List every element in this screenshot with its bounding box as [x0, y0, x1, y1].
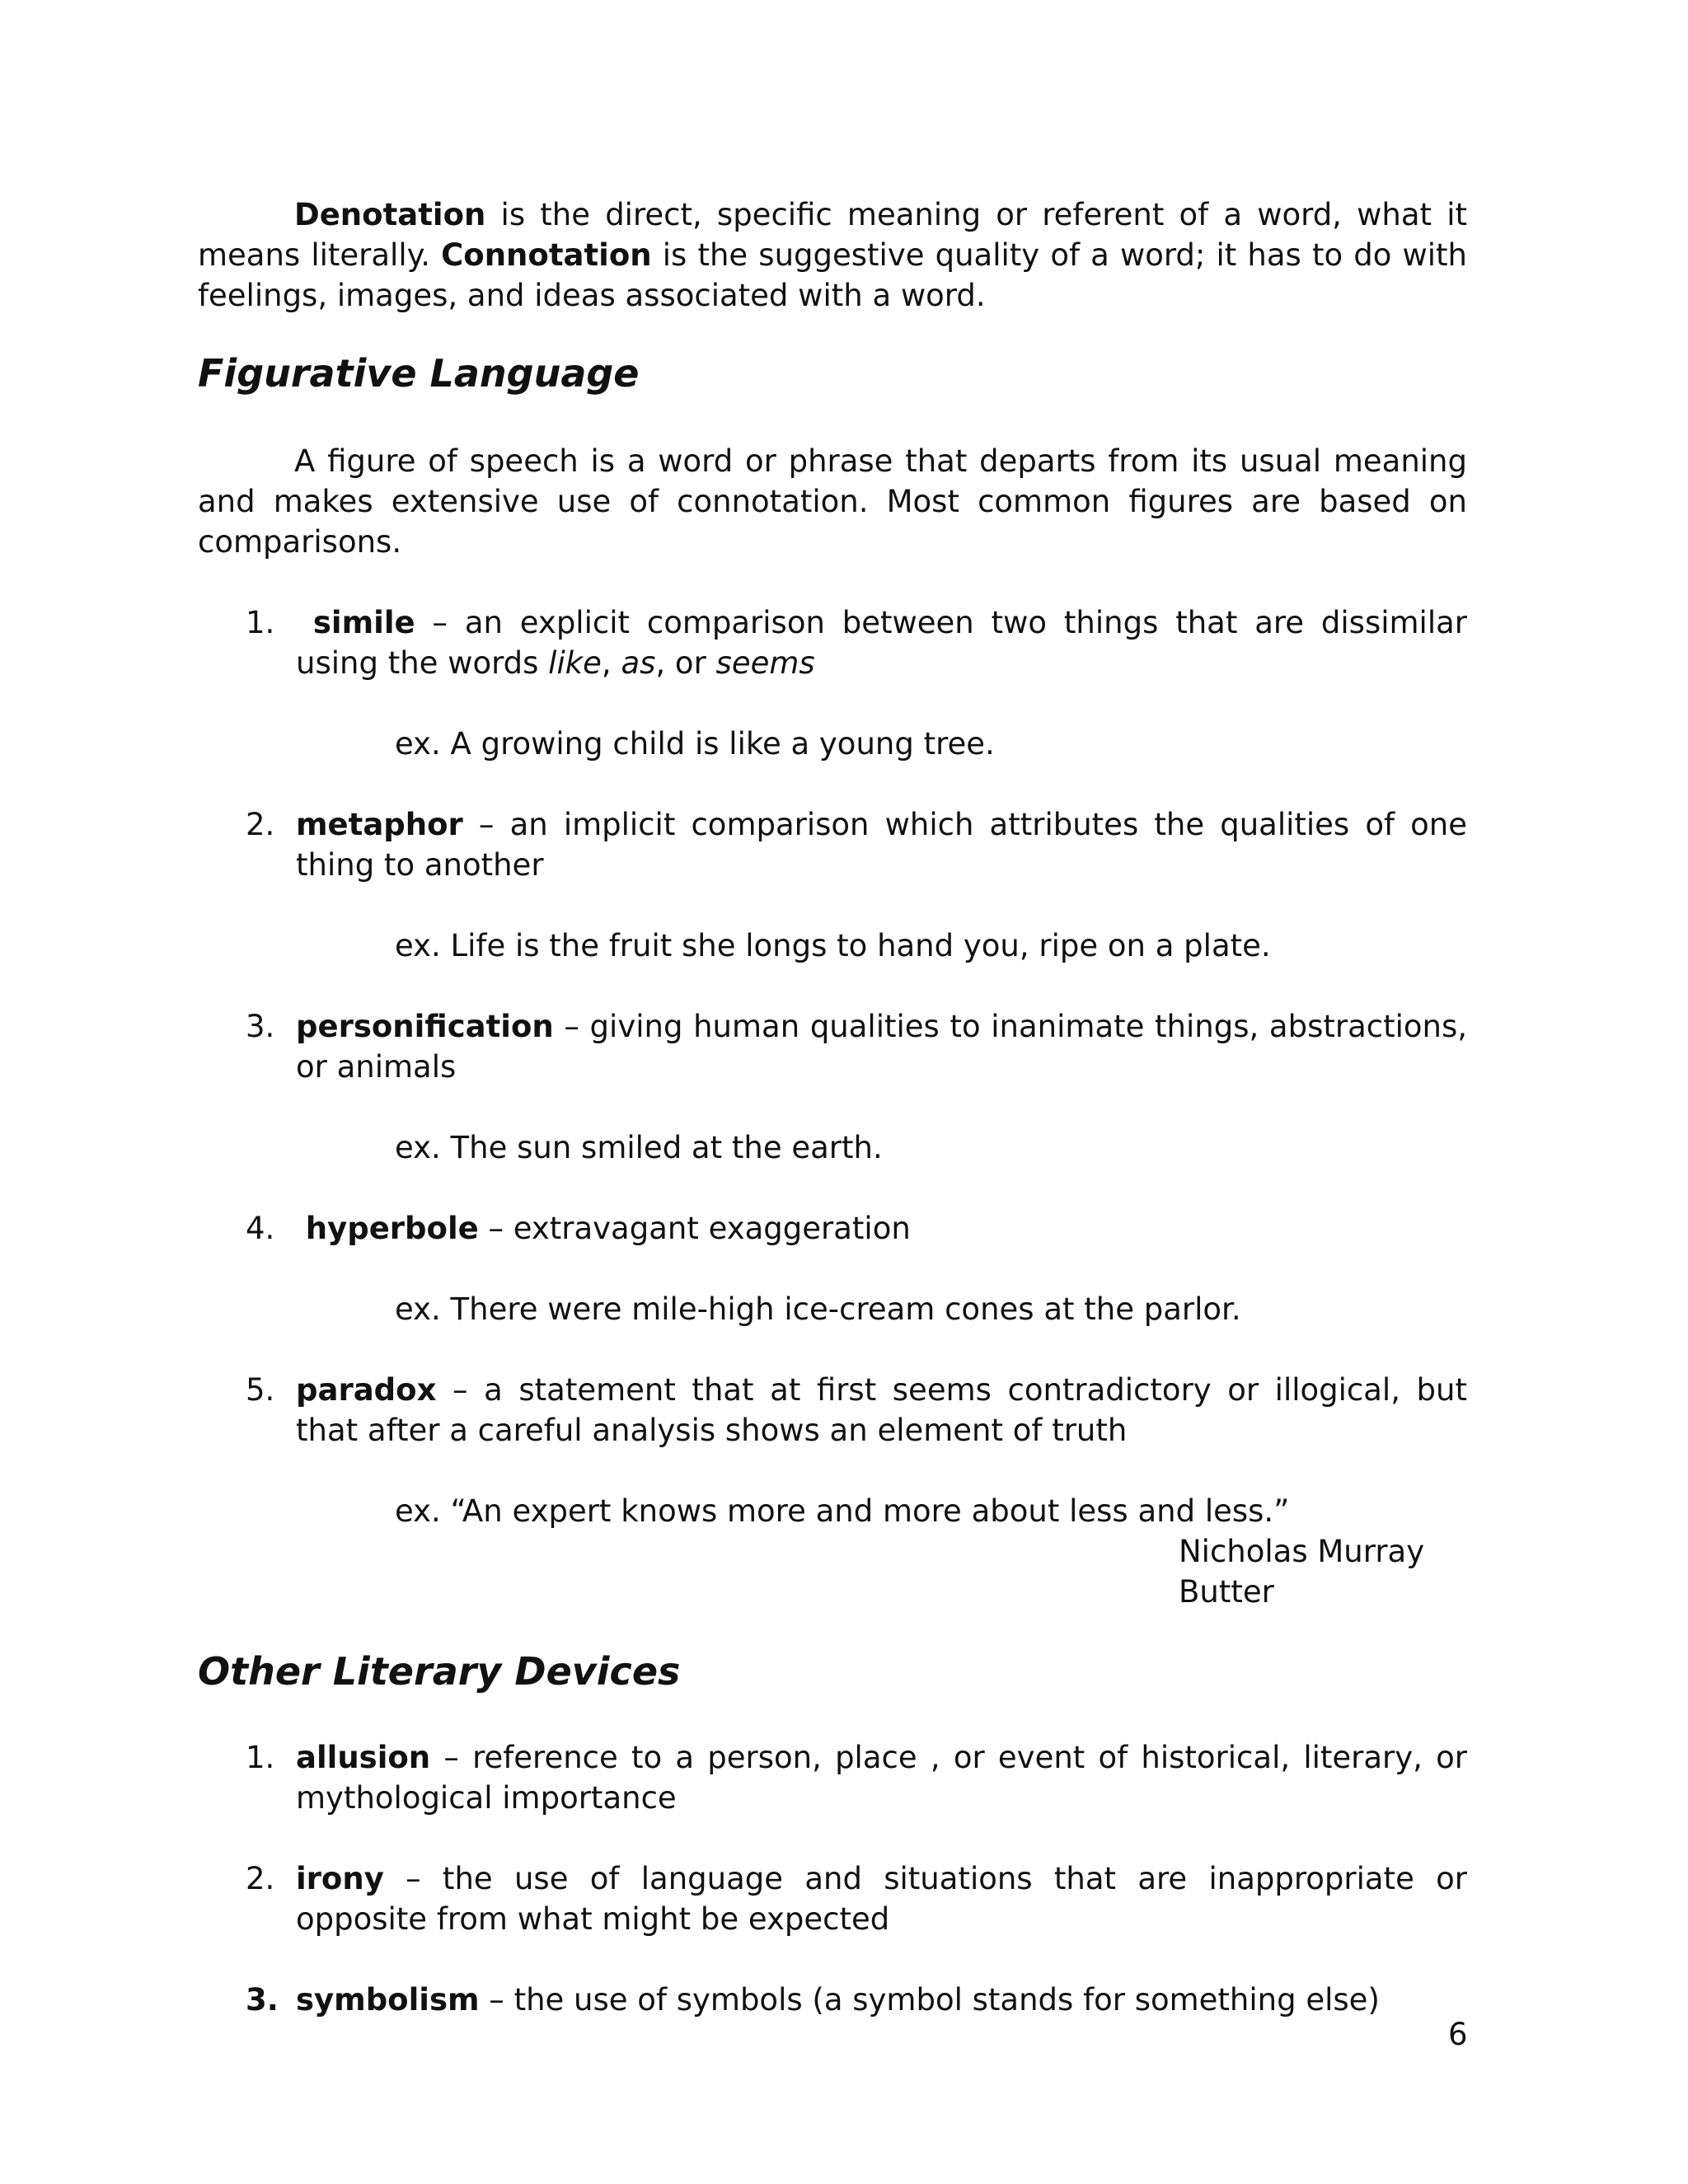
- term-metaphor: metaphor: [296, 807, 463, 842]
- metaphor-definition: metaphor – an implicit comparison which attributes the qualities of one thing to another: [296, 807, 1467, 883]
- denotation-term: Denotation: [294, 197, 486, 232]
- list-item-irony: [198, 1858, 1467, 1939]
- figure-of-speech-paragraph: A figure of speech is a word or phrase that departs from its usual meaning and makes extensive use of connotation. Most common figures are based on comparisons.: [198, 443, 1467, 560]
- paradox-definition: paradox – a statement that at first seems contradictory or illogical, but that after a careful analysis shows an element of truth: [296, 1372, 1467, 1448]
- term-personification: personification: [296, 1009, 554, 1044]
- document-page: [198, 194, 1467, 2020]
- term-irony: irony: [296, 1861, 384, 1896]
- other-literary-devices-heading: Other Literary Devices: [198, 1649, 681, 1694]
- irony-definition: irony – the use of language and situations that are inappropriate or opposite from what might be expected: [296, 1861, 1467, 1937]
- connotation-text: is the suggestive quality of a word; it has to do with feelings, images, and ideas associated with a word.: [198, 237, 1467, 313]
- term-allusion: allusion: [296, 1740, 431, 1775]
- list-item-hyperbole: [198, 1208, 1467, 1329]
- list-item-personification: [198, 1006, 1467, 1168]
- list-item-metaphor: [198, 804, 1467, 966]
- allusion-definition: allusion – reference to a person, place , or event of historical, literary, or mythological importance: [296, 1740, 1467, 1816]
- literary-devices-list: [198, 1737, 1467, 2020]
- term-simile: simile: [312, 605, 415, 640]
- word-like: like: [548, 645, 602, 681]
- list-number: 1.: [246, 1740, 275, 1775]
- quote-attribution: Nicholas Murray Butter: [1179, 1534, 1425, 1610]
- personification-definition: personification – giving human qualities to inanimate things, abstractions, or animals: [296, 1009, 1467, 1085]
- list-number: 3.: [246, 1982, 279, 2018]
- list-item-simile: [198, 602, 1467, 764]
- list-item-symbolism: [198, 1980, 1467, 2020]
- simile-example: ex. A growing child is like a young tree.: [395, 726, 995, 762]
- list-number: 5.: [246, 1372, 275, 1408]
- term-paradox: paradox: [296, 1372, 437, 1408]
- symbolism-definition: symbolism – the use of symbols (a symbol stands for something else): [296, 1982, 1380, 2018]
- figurative-language-heading: Figurative Language: [198, 351, 640, 396]
- hyperbole-example: ex. There were mile-high ice-cream cones at the parlor.: [395, 1291, 1241, 1327]
- list-number: 1.: [246, 605, 275, 640]
- connotation-term: Connotation: [441, 237, 652, 273]
- term-symbolism: symbolism: [296, 1982, 480, 2018]
- list-number: 2.: [246, 807, 275, 842]
- list-number: 4.: [246, 1211, 275, 1246]
- denotation-paragraph: [198, 194, 1467, 316]
- figures-of-speech-list: [198, 602, 1467, 1612]
- term-hyperbole: hyperbole: [305, 1211, 479, 1246]
- word-seems: seems: [715, 645, 815, 681]
- list-number: 3.: [246, 1009, 275, 1044]
- page-number: 6: [1448, 2017, 1468, 2052]
- paradox-example: ex. “An expert knows more and more about less and less.”: [395, 1493, 1290, 1529]
- denotation-text: is the direct, specific meaning or referent of a word, what it means literally.: [198, 197, 1467, 273]
- simile-definition: simile – an explicit comparison between two things that are dissimilar using the words like, as, or seems: [296, 605, 1468, 681]
- metaphor-example: ex. Life is the fruit she longs to hand you, ripe on a plate.: [395, 928, 1271, 963]
- list-number: 2.: [246, 1861, 275, 1896]
- hyperbole-definition: hyperbole – extravagant exaggeration: [305, 1211, 911, 1246]
- list-item-paradox: [198, 1370, 1467, 1612]
- personification-example: ex. The sun smiled at the earth.: [395, 1130, 883, 1165]
- list-item-allusion: [198, 1737, 1467, 1818]
- word-as: as: [621, 645, 656, 681]
